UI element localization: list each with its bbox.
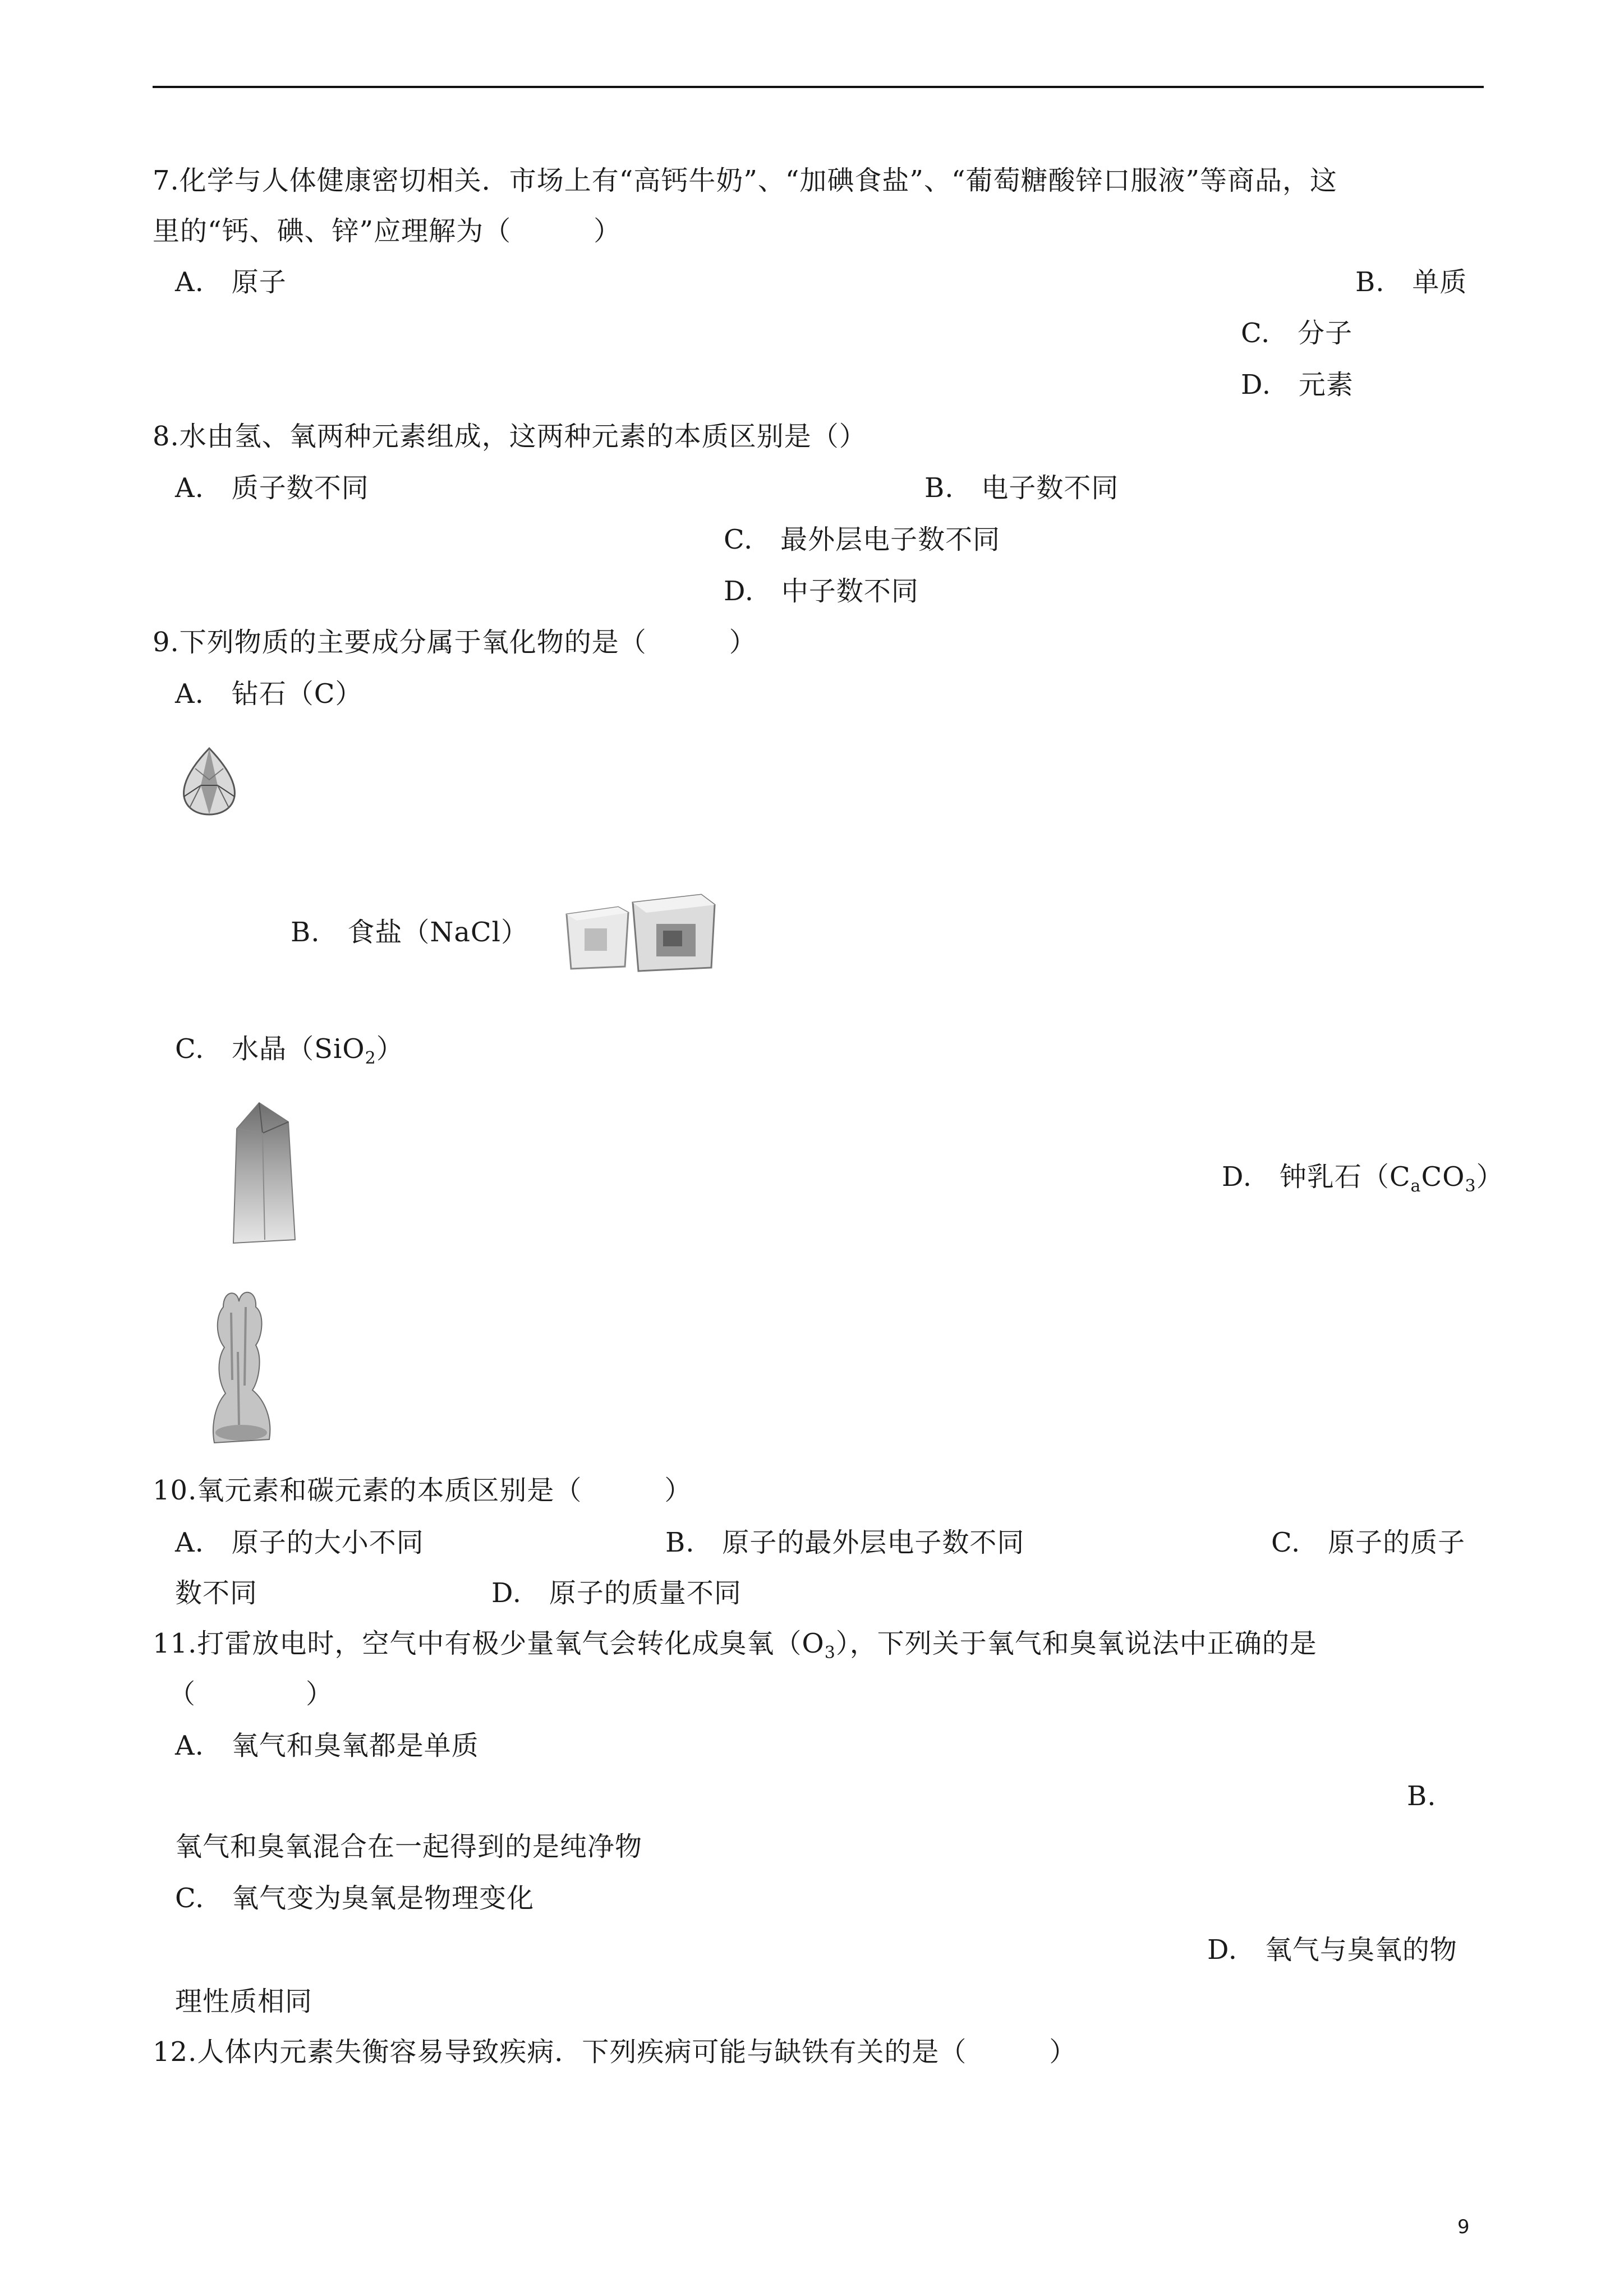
- q11-option-a[interactable]: A. 氧气和臭氧都是单质: [175, 1730, 479, 1761]
- q8-option-c[interactable]: C. 最外层电子数不同: [724, 524, 1001, 555]
- q11-option-b[interactable]: 氧气和臭氧混合在一起得到的是纯净物: [175, 1831, 643, 1862]
- diamond-image: [178, 746, 240, 816]
- q9-option-c[interactable]: C. 水晶（SiO$_2$）: [175, 1033, 404, 1068]
- q7-option-d[interactable]: D. 元素: [1241, 369, 1354, 401]
- quartz-crystal-image: [226, 1099, 301, 1248]
- header-rule: [153, 86, 1484, 88]
- q9-option-b[interactable]: B. 食盐（NaCl）: [291, 917, 529, 948]
- q7-stem-line2: 里的“钙、碘、锌”应理解为（ ）: [153, 215, 622, 247]
- stalactite-image: [206, 1285, 277, 1447]
- q11-option-b-label[interactable]: B.: [1407, 1780, 1437, 1812]
- q10-option-b[interactable]: B. 原子的最外层电子数不同: [665, 1527, 1025, 1558]
- q11-option-c[interactable]: C. 氧气变为臭氧是物理变化: [175, 1883, 535, 1914]
- q10-option-c[interactable]: C. 原子的质子: [1271, 1527, 1466, 1558]
- q10-option-a[interactable]: A. 原子的大小不同: [175, 1527, 424, 1558]
- q11-stem-line1: 11.打雷放电时，空气中有极少量氧气会转化成臭氧$(O_3)$，下列关于氧气和臭氧说法中正确的是: [153, 1628, 1317, 1663]
- salt-crystals-image: [562, 889, 719, 973]
- q7-option-a[interactable]: A. 原子: [175, 266, 287, 298]
- q8-option-b[interactable]: B. 电子数不同: [924, 472, 1119, 504]
- q12-stem: 12.人体内元素失衡容易导致疾病．下列疾病可能与缺铁有关的是（ ）: [153, 2036, 1077, 2068]
- q10-option-d[interactable]: D. 原子的质量不同: [491, 1577, 742, 1609]
- q8-option-d[interactable]: D. 中子数不同: [724, 576, 919, 607]
- q11-stem-line2: （ ）: [168, 1678, 334, 1710]
- q7-option-c[interactable]: C. 分子: [1241, 318, 1353, 349]
- q9-stem: 9.下列物质的主要成分属于氧化物的是（ ）: [153, 627, 757, 658]
- q10-option-c-continued: 数不同: [175, 1577, 258, 1609]
- q9-option-a[interactable]: A. 钻石（C）: [175, 678, 363, 710]
- q7-stem-line1: 7.化学与人体健康密切相关．市场上有“高钙牛奶”、“加碘食盐”、“葡萄糖酸锌口服液”等商品，这: [153, 165, 1338, 196]
- q9-option-d[interactable]: D. 钟乳石$(C_aCO_3)$: [1222, 1161, 1504, 1196]
- q8-option-a[interactable]: A. 质子数不同: [175, 472, 369, 504]
- page-number: 9: [1457, 2216, 1470, 2238]
- q7-option-b[interactable]: B. 单质: [1355, 266, 1467, 298]
- q11-option-d[interactable]: D. 氧气与臭氧的物: [1207, 1934, 1457, 1966]
- q8-stem: 8.水由氢、氧两种元素组成，这两种元素的本质区别是（）: [153, 421, 867, 452]
- q11-option-d-continued: 理性质相同: [175, 1986, 313, 2017]
- q10-stem: 10.氧元素和碳元素的本质区别是（ ）: [153, 1475, 692, 1506]
